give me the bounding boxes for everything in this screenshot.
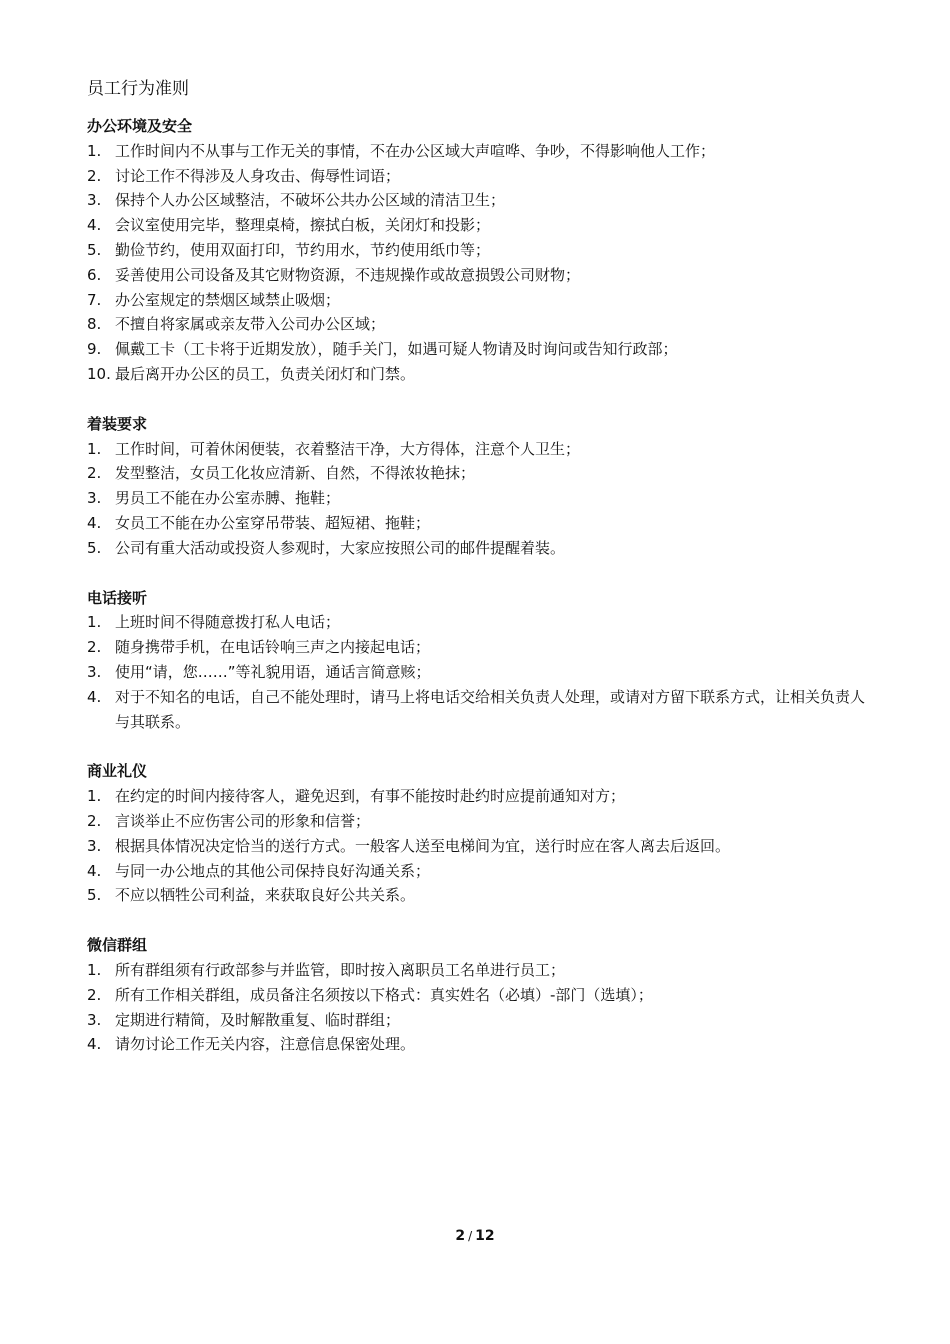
list-item [87, 883, 877, 908]
item-number: 2. [87, 985, 102, 1004]
item-number: 9. [87, 340, 102, 359]
item-number: 4. [87, 687, 102, 706]
item-text: 工作时间内不从事与工作无关的事情，不在办公区域大声喧哗、争吵，不得影响他人工作； [115, 141, 716, 160]
list-item [87, 685, 877, 735]
section-heading: 微信群组 [87, 936, 148, 955]
item-text: 对于不知名的电话，自己不能处理时，请马上将电话交给相关负责人处理，或请对方留下联系方式，让相关负责人与其联系。 [115, 687, 866, 731]
section-heading: 电话接听 [87, 588, 148, 607]
item-number: 10. [87, 364, 111, 383]
list-item [87, 809, 877, 834]
item-number: 2. [87, 166, 102, 185]
section-business-etiquette [87, 759, 877, 908]
item-text: 言谈举止不应伤害公司的形象和信誉； [115, 811, 371, 830]
list-item [87, 337, 877, 362]
list-item [87, 784, 877, 809]
list-item [87, 238, 877, 263]
document-title: 员工行为准则 [87, 79, 189, 99]
section-heading: 着装要求 [87, 414, 148, 433]
item-number: 3. [87, 489, 102, 508]
item-text: 在约定的时间内接待客人，避免迟到，有事不能按时赴约时应提前通知对方； [115, 787, 626, 806]
item-number: 4. [87, 216, 102, 235]
item-text: 最后离开办公区的员工，负责关闭灯和门禁。 [115, 364, 416, 383]
item-text: 所有群组须有行政部参与并监管，即时按入离职员工名单进行员工； [115, 960, 566, 979]
item-number: 7. [87, 290, 102, 309]
item-text: 男员工不能在办公室赤膊、拖鞋； [115, 489, 341, 508]
list-item [87, 511, 877, 536]
item-text: 上班时间不得随意拨打私人电话； [115, 613, 341, 632]
item-number: 6. [87, 265, 102, 284]
list-item [87, 288, 877, 313]
item-number: 4. [87, 1035, 102, 1054]
item-number: 4. [87, 513, 102, 532]
item-number: 5. [87, 886, 102, 905]
item-text: 不应以牺牲公司利益，来获取良好公共关系。 [115, 886, 416, 905]
item-number: 2. [87, 638, 102, 657]
page-separator: / [468, 1229, 473, 1243]
list-item [87, 164, 877, 189]
list-item [87, 461, 877, 486]
item-text: 保持个人办公区域整洁，不破坏公共办公区域的清洁卫生； [115, 191, 506, 210]
list-item [87, 635, 877, 660]
list-item [87, 660, 877, 685]
list-item [87, 1008, 877, 1033]
item-text: 与同一办公地点的其他公司保持良好沟通关系； [115, 861, 431, 880]
item-text: 定期进行精简，及时解散重复、临时群组； [115, 1010, 401, 1029]
item-text: 公司有重大活动或投资人参观时，大家应按照公司的邮件提醒着装。 [115, 538, 566, 557]
item-number: 3. [87, 1010, 102, 1029]
item-text: 随身携带手机，在电话铃响三声之内接起电话； [115, 638, 431, 657]
item-number: 1. [87, 787, 102, 806]
item-text: 请勿讨论工作无关内容，注意信息保密处理。 [115, 1035, 416, 1054]
item-text: 会议室使用完毕，整理桌椅，擦拭白板，关闭灯和投影； [115, 216, 491, 235]
rule-list [87, 784, 877, 908]
item-number: 4. [87, 861, 102, 880]
list-item [87, 610, 877, 635]
list-item [87, 1032, 877, 1057]
item-text: 发型整洁，女员工化妆应清新、自然，不得浓妆艳抹； [115, 464, 476, 483]
item-number: 1. [87, 613, 102, 632]
list-item [87, 536, 877, 561]
list-item [87, 859, 877, 884]
list-item [87, 362, 877, 387]
item-number: 1. [87, 960, 102, 979]
item-text: 勤俭节约，使用双面打印，节约用水，节约使用纸巾等； [115, 240, 491, 259]
item-text: 女员工不能在办公室穿吊带装、超短裙、拖鞋； [115, 513, 431, 532]
item-number: 3. [87, 836, 102, 855]
rule-list [87, 139, 877, 387]
list-item [87, 188, 877, 213]
item-text: 不擅自将家属或亲友带入公司办公区域； [115, 315, 386, 334]
rule-list [87, 437, 877, 561]
item-text: 讨论工作不得涉及人身攻击、侮辱性词语； [115, 166, 401, 185]
list-item [87, 958, 877, 983]
section-phone-etiquette [87, 586, 877, 735]
section-heading: 办公环境及安全 [87, 117, 193, 135]
section-wechat-groups [87, 933, 877, 1057]
document-body [87, 114, 877, 1082]
item-text: 所有工作相关群组，成员备注名须按以下格式：真实姓名（必填）-部门（选填）； [115, 985, 653, 1004]
section-dress-code [87, 412, 877, 561]
item-number: 5. [87, 538, 102, 557]
item-text: 佩戴工卡（工卡将于近期发放），随手关门，如遇可疑人物请及时询问或告知行政部； [115, 340, 678, 359]
rule-list [87, 958, 877, 1057]
item-text: 根据具体情况决定恰当的送行方式。一般客人送至电梯间为宜，送行时应在客人离去后返回。 [115, 836, 731, 855]
item-number: 2. [87, 811, 102, 830]
rule-list [87, 610, 877, 734]
item-number: 3. [87, 662, 102, 681]
item-text: 使用“请，您……”等礼貌用语，通话言简意赅； [115, 662, 431, 681]
list-item [87, 139, 877, 164]
page-current: 2 [455, 1228, 466, 1244]
item-text: 妥善使用公司设备及其它财物资源，不违规操作或故意损毁公司财物； [115, 265, 581, 284]
item-number: 1. [87, 439, 102, 458]
item-number: 5. [87, 240, 102, 259]
item-number: 8. [87, 315, 102, 334]
item-number: 2. [87, 464, 102, 483]
section-heading: 商业礼仪 [87, 762, 148, 781]
list-item [87, 983, 877, 1008]
list-item [87, 486, 877, 511]
item-text: 办公室规定的禁烟区域禁止吸烟； [115, 290, 341, 309]
list-item [87, 834, 877, 859]
list-item [87, 312, 877, 337]
item-number: 1. [87, 141, 102, 160]
page-number-footer [0, 1226, 950, 1246]
list-item [87, 437, 877, 462]
list-item [87, 213, 877, 238]
list-item [87, 263, 877, 288]
item-number: 3. [87, 191, 102, 210]
section-office-environment [87, 114, 877, 387]
item-text: 工作时间，可着休闲便装，衣着整洁干净，大方得体，注意个人卫生； [115, 439, 581, 458]
page-total: 12 [475, 1228, 495, 1244]
